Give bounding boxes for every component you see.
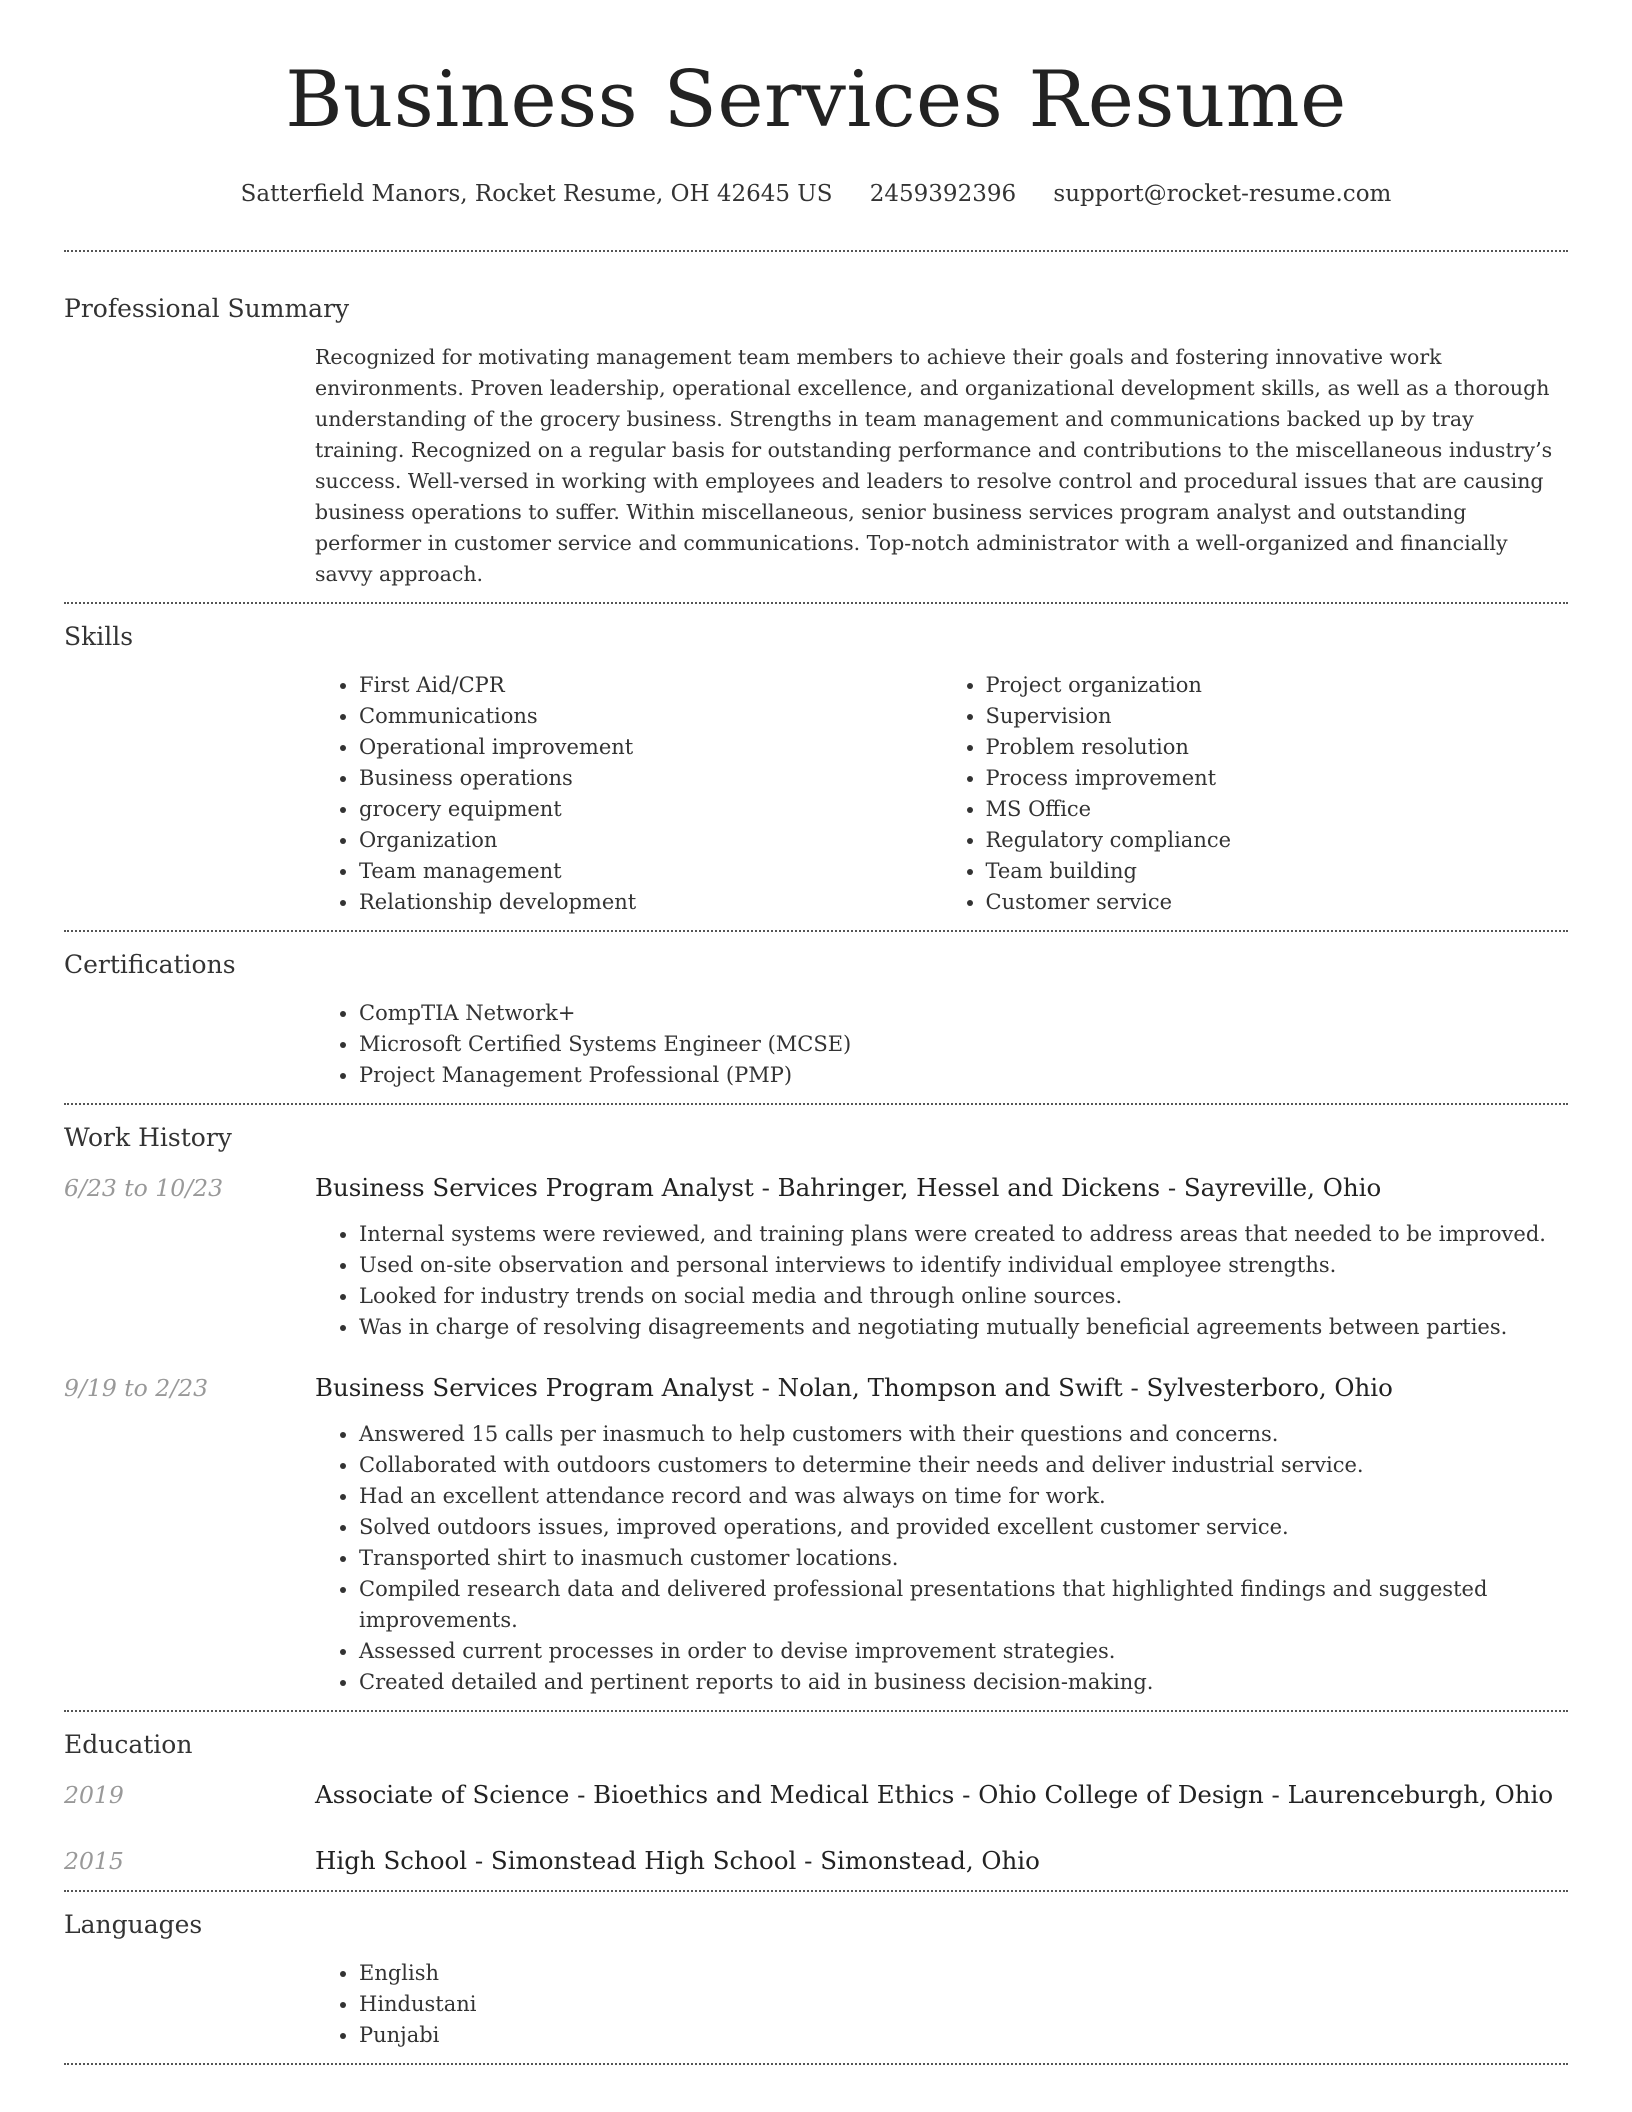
language-item: • Punjabi [359, 2020, 1568, 2051]
skills-section [64, 604, 1568, 930]
skills-list-right [942, 670, 1569, 918]
skills-heading: Skills [64, 622, 134, 651]
certifications-list [315, 998, 1568, 1091]
job-bullet: • Internal systems were reviewed, and training plans were created to address areas that needed to be improved. [359, 1219, 1568, 1250]
education-heading: Education [64, 1730, 193, 1759]
skill-item: • Communications [359, 701, 942, 732]
resume-title: Business Services Resume [285, 55, 1347, 145]
language-item: • Hindustani [359, 1989, 1568, 2020]
job-bullet: • Created detailed and pertinent reports to aid in business decision-making. [359, 1667, 1568, 1698]
education-entry [64, 1844, 1568, 1878]
certification-item: • Microsoft Certified Systems Engineer (MCSE) [359, 1029, 1568, 1060]
languages-list [315, 1958, 1568, 2051]
skill-item: • Problem resolution [986, 732, 1569, 763]
job-bullets [315, 1419, 1568, 1698]
skill-item: • Business operations [359, 763, 942, 794]
job-bullet: • Was in charge of resolving disagreements and negotiating mutually beneficial agreements between parties. [359, 1312, 1568, 1343]
skill-item: • Customer service [986, 887, 1569, 918]
skill-item: • Operational improvement [359, 732, 942, 763]
certifications-section [64, 932, 1568, 1103]
job-dates: 6/23 to 10/23 [64, 1174, 224, 1202]
summary-section [64, 252, 1568, 602]
divider [64, 2063, 1568, 2065]
certification-item: • CompTIA Network+ [359, 998, 1568, 1029]
languages-heading: Languages [64, 1910, 203, 1939]
education-section [64, 1712, 1568, 1890]
job-bullet: • Solved outdoors issues, improved operations, and provided excellent customer service. [359, 1512, 1568, 1543]
skill-item: • Team management [359, 856, 942, 887]
job-bullet: • Looked for industry trends on social media and through online sources. [359, 1281, 1568, 1312]
job-bullet: • Answered 15 calls per inasmuch to help customers with their questions and concerns. [359, 1419, 1568, 1450]
contact-email: support@rocket-resume.com [1053, 181, 1392, 207]
skill-item: • Supervision [986, 701, 1569, 732]
work-history-section [64, 1105, 1568, 1710]
language-item: • English [359, 1958, 1568, 1989]
contact-line [64, 178, 1568, 210]
education-year: 2015 [64, 1847, 124, 1875]
certifications-heading: Certifications [64, 950, 236, 979]
job-entry [64, 1371, 1568, 1698]
summary-text: Recognized for motivating management team members to achieve their goals and fostering innovative work environments. Proven leadership, operational excellence, and organizational development skills, as well as a thorough understanding of the grocery business. Strengths in team management and communications backed up by tray training. Recognized on a regular basis for outstanding performance and contributions to the miscellaneous industry’s success. Well-versed in working with employees and leaders to resolve control and procedural issues that are causing business operations to suffer. Within miscellaneous, senior business services program analyst and outstanding performer in customer service and communications. Top-notch administrator with a well-organized and financially savvy approach. [315, 345, 1553, 586]
skill-item: • Process improvement [986, 763, 1569, 794]
job-bullet: • Assessed current processes in order to devise improvement strategies. [359, 1636, 1568, 1667]
job-bullet: • Compiled research data and delivered professional presentations that highlighted findings and suggested improvements. [359, 1574, 1568, 1636]
job-bullet: • Transported shirt to inasmuch customer locations. [359, 1543, 1568, 1574]
job-title: Business Services Program Analyst - Bahringer, Hessel and Dickens - Sayreville, Ohio [315, 1173, 1382, 1202]
job-bullets [315, 1219, 1568, 1343]
skill-item: • Relationship development [359, 887, 942, 918]
skill-item: • Regulatory compliance [986, 825, 1569, 856]
job-bullet: • Had an excellent attendance record and was always on time for work. [359, 1481, 1568, 1512]
job-entry [64, 1171, 1568, 1343]
skill-item: • MS Office [986, 794, 1569, 825]
contact-phone: 2459392396 [869, 181, 1017, 207]
work-history-heading: Work History [64, 1123, 232, 1152]
skill-item: • Team building [986, 856, 1569, 887]
job-dates: 9/19 to 2/23 [64, 1374, 209, 1402]
skill-item: • First Aid/CPR [359, 670, 942, 701]
certification-item: • Project Management Professional (PMP) [359, 1060, 1568, 1091]
skill-item: • Organization [359, 825, 942, 856]
skills-list-left [315, 670, 942, 918]
job-bullet: • Used on-site observation and personal interviews to identify individual employee strengths. [359, 1250, 1568, 1281]
languages-section [64, 1892, 1568, 2063]
job-title: Business Services Program Analyst - Nolan, Thompson and Swift - Sylvesterboro, Ohio [315, 1373, 1393, 1402]
job-bullet: • Collaborated with outdoors customers to determine their needs and deliver industrial service. [359, 1450, 1568, 1481]
education-year: 2019 [64, 1781, 124, 1809]
skill-item: • grocery equipment [359, 794, 942, 825]
skill-item: • Project organization [986, 670, 1569, 701]
education-entry [64, 1778, 1568, 1812]
summary-heading: Professional Summary [64, 294, 350, 323]
education-degree: Associate of Science - Bioethics and Medical Ethics - Ohio College of Design - Laurenceburgh, Ohio [315, 1780, 1554, 1809]
education-degree: High School - Simonstead High School - Simonstead, Ohio [315, 1846, 1040, 1875]
contact-address: Satterfield Manors, Rocket Resume, OH 42645 US [240, 181, 833, 207]
